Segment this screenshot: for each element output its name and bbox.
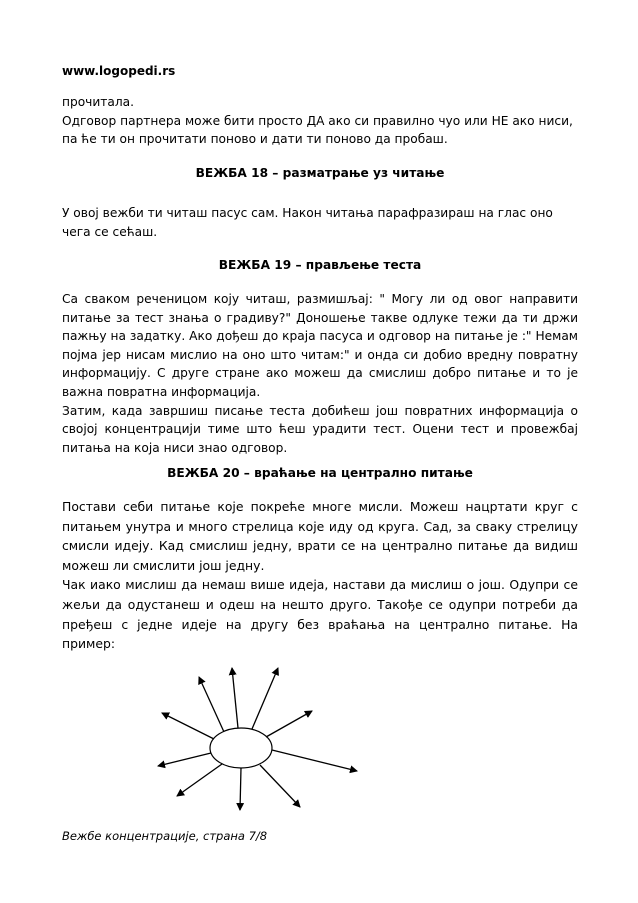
site-url: www.logopedi.rs xyxy=(62,64,176,78)
central-circle xyxy=(210,728,272,768)
arrow-down-right xyxy=(260,765,300,807)
arrow-left-down xyxy=(158,753,211,766)
exercise-20-title: ВЕЖБА 20 – враћање на централно питање xyxy=(167,466,473,480)
arrow-up-left xyxy=(199,677,224,732)
arrow-down xyxy=(240,768,241,810)
arrow-right xyxy=(272,750,357,771)
exercise-20-text: Постави себи питање које покреће многе мисли. Можеш нацртати круг с питањем унутра и много стрелица које иду од круга. Сад, за сваку стрелицу смисли идеју. Кад смислиш једну, врати се на централно питање да видиш можеш ли смислити још једну. Чак иако мислиш да немаш више идеја, настави да мислиш о још. Одупри се жељи да одустанеш и одеш на нешто друго. Такође се одупри потреби да пређеш с једне идеје на другу без враћања на централно питање. На пример: xyxy=(62,499,578,652)
exercise-19-text: Са сваком реченицом коју читаш, размишљај: " Могу ли од овог направити питање за тест знања о градиву?" Доношење такве одлуке тежи да ти држи пажњу на задатку. Ако дођеш до краја пасуса и одговор на питање је :" Немам појма јер нисам мислио на оно што читам:" и онда си добио вредну повратну информацију. С друге стране ако можеш да смислиш добро питање и то је важна повратна информација. Затим, када завршиш писање теста добићеш још повратних информација о својој концентрацији тиме што ћеш урадити тест. Оцени тест и провежбај питања на која ниси знао одговор. xyxy=(62,292,578,455)
arrow-up xyxy=(232,668,238,728)
paragraph-intro-text: прочитала. Одговор партнера може бити просто ДА ако си правилно чуо или НЕ ако ниси, па ће ти он прочитати поново и дати ти поново да пробаш. xyxy=(62,95,573,147)
page-footer: Вежбе концентрације, страна 7/8 xyxy=(62,829,268,843)
arrow-down-left xyxy=(177,764,222,796)
arrow-up-right xyxy=(252,668,278,729)
exercise-18-title: ВЕЖБА 18 – разматрање уз читање xyxy=(195,166,445,180)
exercise-18-text: У овој вежби ти читаш пасус сам. Након читања парафразираш на глас оно чега се сећаш. xyxy=(62,206,553,239)
arrow-right-up xyxy=(266,711,312,737)
arrow-left-up xyxy=(162,713,214,739)
exercise-19-title: ВЕЖБА 19 – прављење теста xyxy=(218,258,422,272)
